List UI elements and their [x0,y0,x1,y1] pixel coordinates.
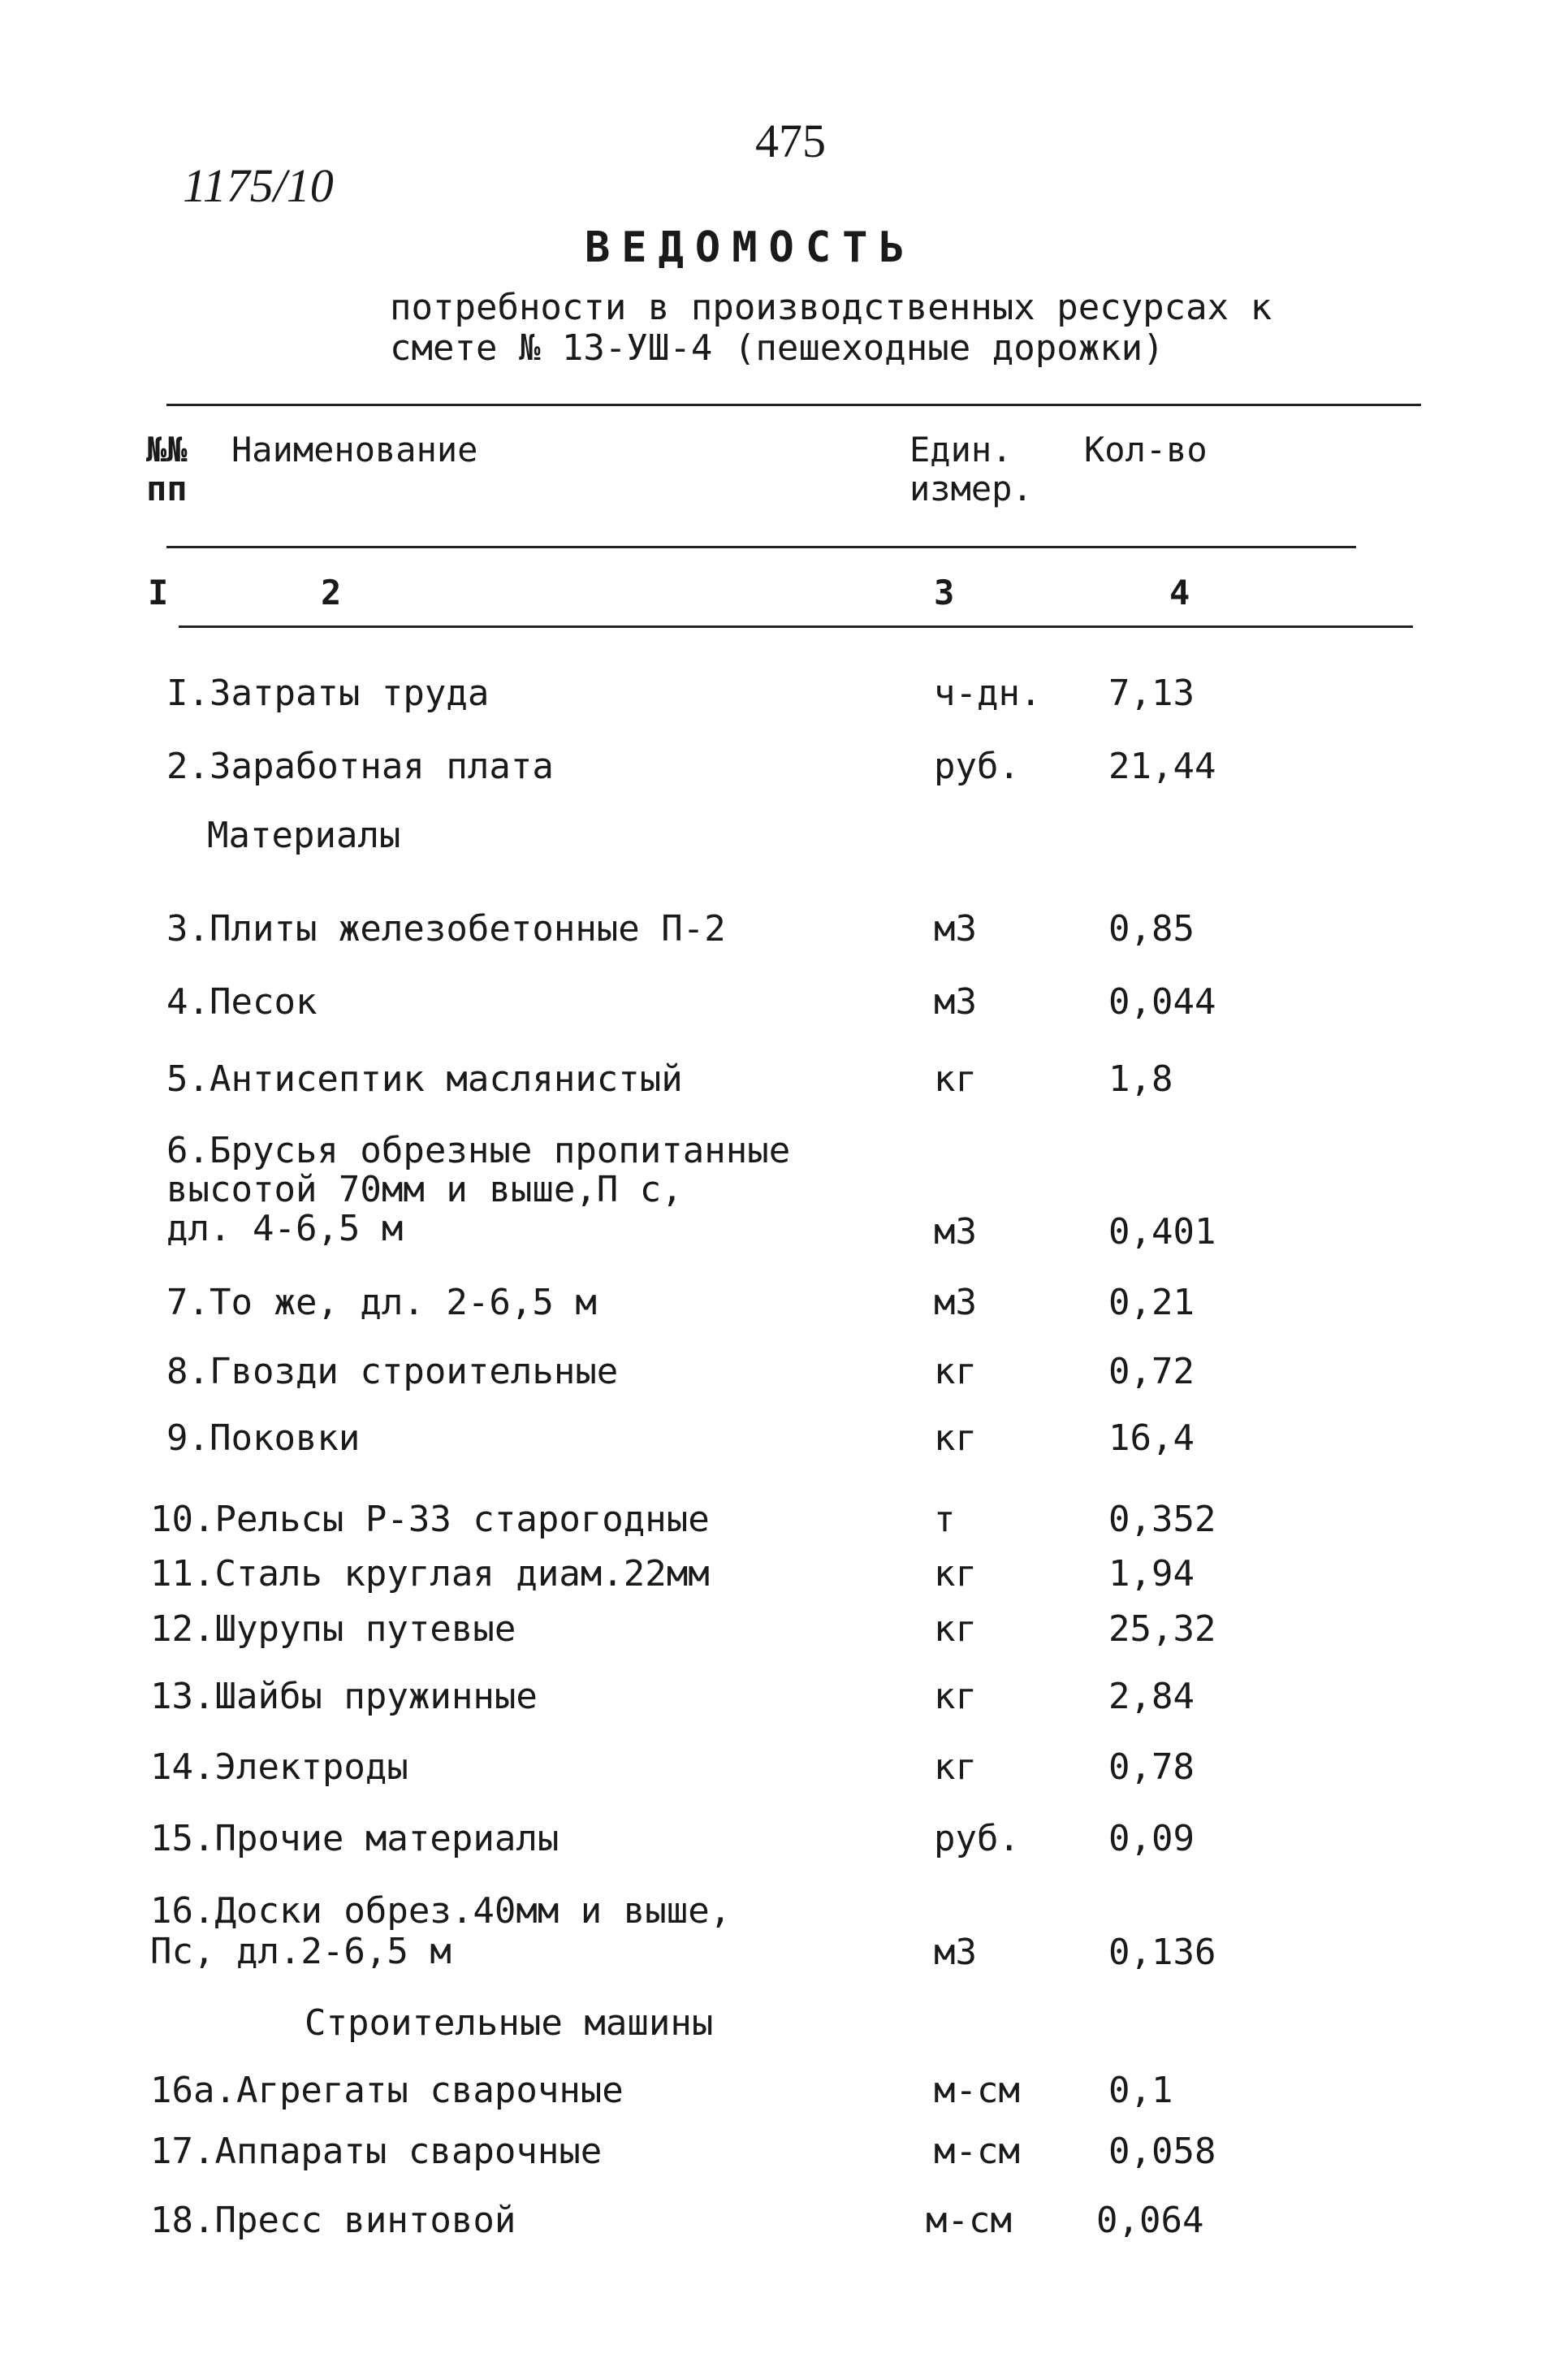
row-qty: 0,352 [1108,1499,1216,1540]
row-unit: кг [934,1553,977,1595]
row-unit: кг [934,1058,977,1100]
row-qty: 1,94 [1108,1553,1195,1595]
row-unit: м3 [934,1211,977,1253]
header-name: Наименование [231,430,478,470]
row-qty: 7,13 [1108,673,1195,714]
row-unit: кг [934,1608,977,1650]
row-qty: 2,84 [1108,1676,1195,1717]
row-name: 17.Аппараты сварочные [150,2131,603,2172]
row-qty: 25,32 [1108,1608,1216,1650]
row-qty: 0,72 [1108,1351,1195,1392]
row-unit: кг [934,1746,977,1788]
subtitle-line-1: потребности в производственных ресурсах к [390,287,1272,328]
column-number-2: 2 [321,573,342,612]
header-qty: Кол-во [1084,430,1208,470]
header-num: №№ пп [146,430,188,508]
row-unit: м3 [934,1932,977,1973]
row-unit: ч-дн. [934,673,1042,714]
subtitle-line-2: смете № 13-УШ-4 (пешеходные дорожки) [390,327,1164,369]
row-qty: 0,21 [1108,1282,1195,1323]
column-number-3: 3 [934,573,955,612]
row-name: 14.Электроды [150,1746,408,1788]
row-qty: 0,044 [1108,981,1216,1023]
document-title: ВЕДОМОСТЬ [585,223,916,272]
row-qty: 16,4 [1108,1417,1195,1459]
row-unit: м3 [934,908,977,950]
page-number: 475 [755,115,826,167]
row-name: 13.Шайбы пружинные [150,1676,538,1717]
row-qty: 21,44 [1108,746,1216,787]
row-unit: м3 [934,1282,977,1323]
row-name: 5.Антисептик маслянистый [166,1058,683,1100]
row-unit: руб. [934,746,1020,787]
section-title: Строительные машины [305,2002,714,2044]
row-qty: 0,1 [1108,2070,1173,2111]
row-qty: 1,8 [1108,1058,1173,1100]
row-qty: 0,78 [1108,1746,1195,1788]
row-name: 10.Рельсы Р-33 старогодные [150,1499,710,1540]
row-qty: 0,136 [1108,1932,1216,1973]
row-unit: т [934,1499,956,1540]
row-qty: 0,401 [1108,1211,1216,1253]
row-name: I.Затраты труда [166,673,490,714]
row-unit: м-см [934,2131,1020,2172]
row-name: 15.Прочие материалы [150,1818,559,1859]
row-unit: м-см [934,2070,1020,2111]
row-name: 4.Песок [166,981,318,1023]
row-name: 12.Шурупы путевые [150,1608,516,1650]
row-unit: м3 [934,981,977,1023]
row-qty: 0,85 [1108,908,1195,950]
header-unit: Един. измер. [909,430,1033,508]
row-name: 16.Доски обрез.40мм и выше, Пс, дл.2-6,5 м [150,1890,732,1972]
row-name: 8.Гвозди строительные [166,1351,619,1392]
archive-mark: 1175/10 [183,159,334,212]
row-unit: руб. [934,1818,1020,1859]
row-name: 11.Сталь круглая диам.22мм [150,1553,710,1595]
row-name: 16а.Агрегаты сварочные [150,2070,624,2111]
column-number-4: 4 [1169,573,1190,612]
row-name: 9.Поковки [166,1417,361,1459]
row-qty: 0,09 [1108,1818,1195,1859]
row-qty: 0,064 [1096,2200,1204,2241]
row-unit: м-см [926,2200,1012,2241]
row-name: 7.То же, дл. 2-6,5 м [166,1282,597,1323]
column-number-1: I [148,573,169,612]
section-title: Материалы [207,815,401,856]
row-name: 18.Пресс винтовой [150,2200,516,2241]
row-name: 6.Брусья обрезные пропитанные высотой 70мм и выше,П с, дл. 4-6,5 м [166,1130,791,1249]
row-name: 2.Заработная плата [166,746,554,787]
row-unit: кг [934,1417,977,1459]
row-qty: 0,058 [1108,2131,1216,2172]
row-unit: кг [934,1351,977,1392]
row-unit: кг [934,1676,977,1717]
row-name: 3.Плиты железобетонные П-2 [166,908,726,950]
